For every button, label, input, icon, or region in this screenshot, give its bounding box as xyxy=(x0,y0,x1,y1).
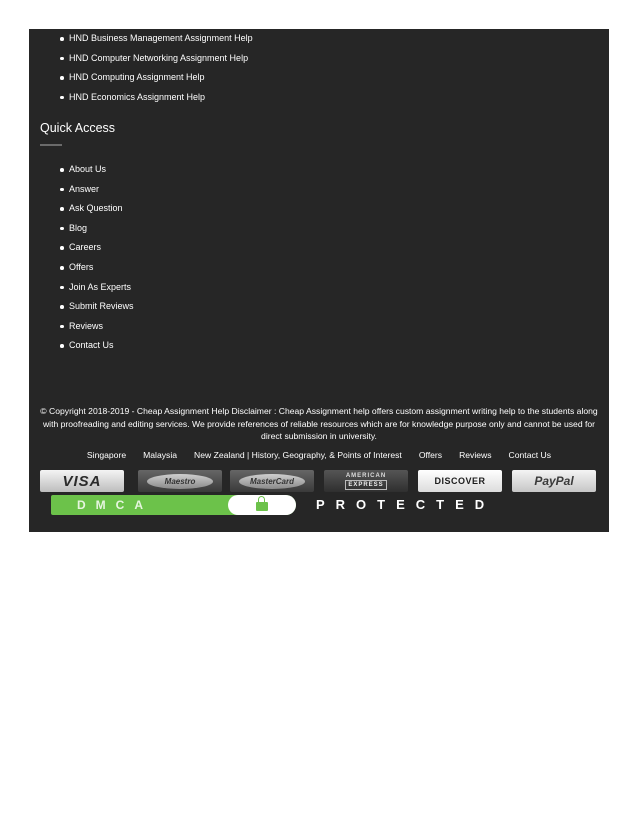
list-item[interactable] xyxy=(69,242,134,253)
american-express-logo xyxy=(324,470,408,492)
bottom-nav-reviews[interactable]: Reviews xyxy=(459,450,492,460)
hnd-computer-networking-link[interactable]: HND Computer Networking Assignment Help xyxy=(69,52,249,63)
lock-icon xyxy=(228,495,296,515)
list-item[interactable] xyxy=(69,321,134,332)
maestro-text: Maestro xyxy=(164,476,196,486)
amex-bottom-text: EXPRESS xyxy=(345,480,386,490)
paypal-logo xyxy=(512,470,596,492)
ask-question-link[interactable]: Ask Question xyxy=(69,203,123,214)
discover-logo xyxy=(418,470,502,492)
quick-access-heading: Quick Access xyxy=(40,121,116,135)
list-item[interactable] xyxy=(69,262,134,273)
paypal-text: PayPal xyxy=(534,474,574,488)
maestro-oval xyxy=(147,474,213,489)
hnd-computing-link[interactable]: HND Computing Assignment Help xyxy=(69,72,205,83)
answer-link[interactable]: Answer xyxy=(69,183,100,194)
contact-us-link[interactable]: Contact Us xyxy=(69,340,114,351)
list-item[interactable] xyxy=(69,72,253,83)
quick-access-list xyxy=(29,164,134,360)
dmca-text: DMCA xyxy=(77,498,153,512)
bottom-nav-malaysia[interactable]: Malaysia xyxy=(143,450,178,460)
bottom-nav-contact-us[interactable]: Contact Us xyxy=(508,450,552,460)
offers-link[interactable]: Offers xyxy=(69,261,94,272)
hnd-business-management-link[interactable]: HND Business Management Assignment Help xyxy=(69,33,253,43)
list-item[interactable] xyxy=(69,33,253,44)
hnd-economics-link[interactable]: HND Economics Assignment Help xyxy=(69,91,206,102)
visa-text: VISA xyxy=(62,472,102,490)
submit-reviews-link[interactable]: Submit Reviews xyxy=(69,301,134,312)
list-item[interactable] xyxy=(69,53,253,64)
mastercard-oval xyxy=(239,474,305,489)
reviews-link[interactable]: Reviews xyxy=(69,320,104,331)
bottom-nav xyxy=(29,450,609,461)
copyright-disclaimer: © Copyright 2018-2019 - Cheap Assignment Help Disclaimer : Cheap Assignment help offers custom assignment writing help to the students along with proofreading and editing services. We provide references of reliable resources which are for knowledge purpose only and cannot be used for direct submission in university. xyxy=(40,406,598,441)
lock-body xyxy=(256,502,268,511)
list-item[interactable] xyxy=(69,340,134,351)
list-item[interactable] xyxy=(69,184,134,195)
mastercard-logo xyxy=(230,470,314,492)
list-item[interactable] xyxy=(69,92,253,103)
join-as-experts-link[interactable]: Join As Experts xyxy=(69,281,132,292)
list-item[interactable] xyxy=(69,282,134,293)
discover-text: DISCOVER xyxy=(434,476,486,486)
mastercard-text: MasterCard xyxy=(249,476,294,486)
about-us-link[interactable]: About Us xyxy=(69,164,107,174)
blog-link[interactable]: Blog xyxy=(69,222,88,233)
list-item[interactable] xyxy=(69,164,134,175)
site-footer xyxy=(29,29,609,532)
heading-underline xyxy=(40,144,62,146)
protected-text: PROTECTED xyxy=(316,497,496,512)
list-item[interactable] xyxy=(69,301,134,312)
amex-top-text: AMERICAN xyxy=(345,473,387,479)
payment-methods xyxy=(40,470,596,494)
careers-link[interactable]: Careers xyxy=(69,242,102,253)
visa-logo xyxy=(40,470,124,492)
hnd-links-list xyxy=(29,33,253,111)
list-item[interactable] xyxy=(69,203,134,214)
dmca-protected-badge[interactable] xyxy=(51,495,569,515)
bottom-nav-new-zealand[interactable]: New Zealand | History, Geography, & Points of Interest xyxy=(194,450,402,460)
list-item[interactable] xyxy=(69,223,134,234)
bottom-nav-offers[interactable]: Offers xyxy=(418,450,443,460)
maestro-logo xyxy=(138,470,222,492)
bottom-nav-singapore[interactable]: Singapore xyxy=(86,450,127,460)
